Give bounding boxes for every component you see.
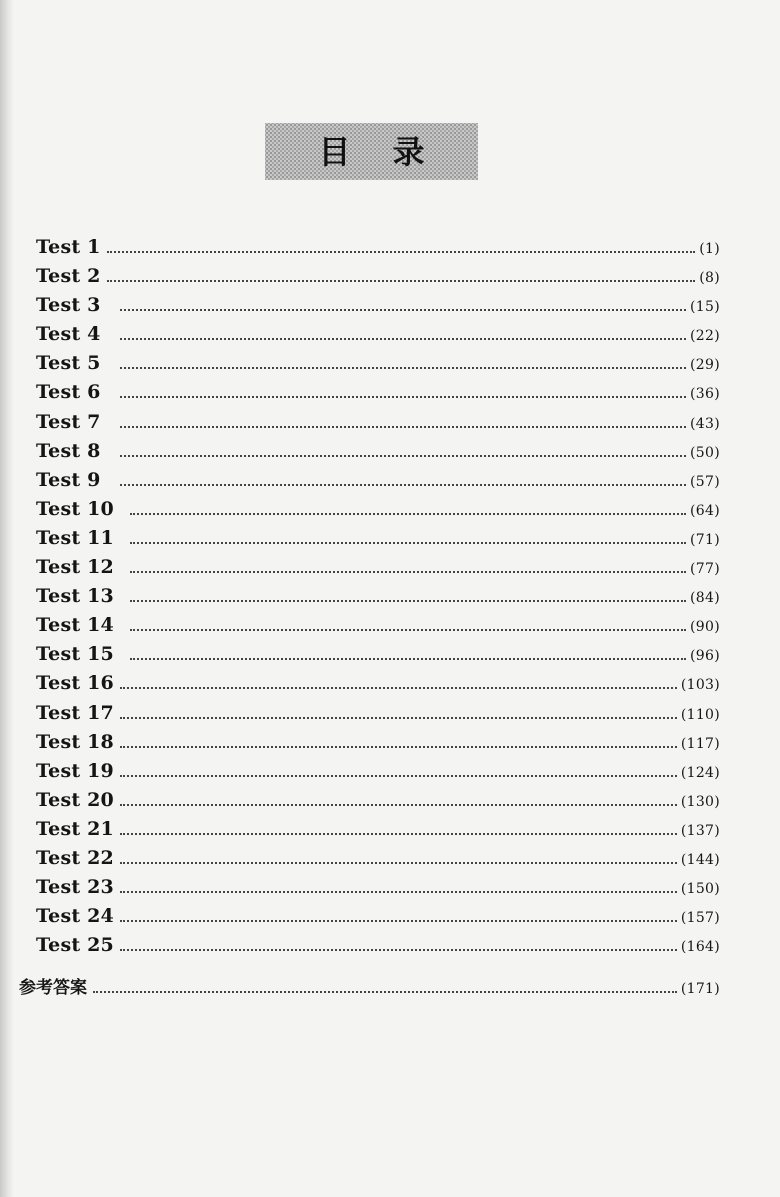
dot-leader xyxy=(120,832,677,835)
dot-leader xyxy=(130,599,686,602)
toc-entry-page: (110) xyxy=(680,706,720,723)
toc-title-char-1: 目 xyxy=(318,132,351,171)
toc-title-box xyxy=(265,123,478,180)
toc-entry-page: (150) xyxy=(680,881,720,898)
dot-leader xyxy=(120,454,686,457)
toc-entry[interactable] xyxy=(36,553,720,582)
toc-entry-page: (96) xyxy=(690,648,720,665)
toc-entry-label: Test 1 xyxy=(36,236,101,258)
toc-entry-label: Test 6 xyxy=(36,381,101,404)
toc-entry-label: Test 23 xyxy=(36,876,114,899)
dot-leader xyxy=(120,745,677,748)
toc-entry-page: (8) xyxy=(699,270,720,287)
toc-entry-label: Test 25 xyxy=(36,934,114,957)
toc-entry-label: Test 9 xyxy=(36,468,101,491)
toc-entry[interactable] xyxy=(36,320,720,349)
toc-entry-page: (50) xyxy=(690,444,720,461)
toc-entry-page: (144) xyxy=(680,851,720,868)
toc-entry-page: (57) xyxy=(690,473,720,490)
toc-entry[interactable] xyxy=(36,611,720,640)
dot-leader xyxy=(120,919,677,922)
toc-entry-label: Test 16 xyxy=(36,672,114,695)
toc-entry[interactable] xyxy=(36,437,720,466)
dot-leader xyxy=(107,279,696,282)
toc-entry-page: (1) xyxy=(699,241,720,257)
dot-leader xyxy=(120,425,686,428)
toc-entry[interactable] xyxy=(36,262,720,291)
dot-leader xyxy=(120,395,686,398)
dot-leader xyxy=(120,483,686,486)
toc-entry-label: Test 14 xyxy=(36,614,114,637)
toc-entry-label: Test 7 xyxy=(36,410,101,433)
toc-entry[interactable] xyxy=(36,640,720,669)
toc-list xyxy=(36,233,720,960)
toc-entry-label: Test 20 xyxy=(36,788,114,811)
dot-leader xyxy=(120,337,686,340)
dot-leader xyxy=(120,774,677,777)
toc-entry-label: Test 5 xyxy=(36,352,101,375)
toc-entry-page: (137) xyxy=(680,822,720,839)
toc-entry-page: (64) xyxy=(690,502,720,519)
toc-entry[interactable] xyxy=(36,669,720,698)
toc-entry-label: Test 18 xyxy=(36,730,114,753)
toc-entry-page: (15) xyxy=(690,299,720,316)
toc-entry-page: (157) xyxy=(680,910,720,927)
toc-entry-page: (103) xyxy=(680,677,720,694)
toc-entry[interactable] xyxy=(36,844,720,873)
toc-entry[interactable] xyxy=(36,728,720,757)
toc-entry-label: Test 8 xyxy=(36,439,101,462)
toc-entry-label: Test 3 xyxy=(36,294,101,317)
toc-entry[interactable] xyxy=(36,524,720,553)
dot-leader xyxy=(93,990,677,993)
toc-entry[interactable] xyxy=(36,408,720,437)
toc-entry-page: (117) xyxy=(680,735,720,752)
toc-entry-label: Test 12 xyxy=(36,556,114,579)
toc-entry-label: Test 2 xyxy=(36,265,101,288)
toc-entry[interactable] xyxy=(36,495,720,524)
toc-entry[interactable] xyxy=(36,873,720,902)
toc-entry-page: (130) xyxy=(680,793,720,810)
toc-entry[interactable] xyxy=(36,757,720,786)
toc-entry-page: (43) xyxy=(690,415,720,432)
toc-title-char-2: 录 xyxy=(392,132,425,171)
toc-entry-page: (22) xyxy=(690,328,720,345)
answers-label: 参考答案 xyxy=(19,978,87,998)
toc-entry-page: (124) xyxy=(680,764,720,781)
dot-leader xyxy=(130,570,686,573)
toc-entry-page: (77) xyxy=(690,561,720,578)
dot-leader xyxy=(120,861,677,864)
toc-entry-page: (36) xyxy=(690,386,720,403)
toc-entry-label: Test 24 xyxy=(36,905,114,928)
toc-entry-label: Test 4 xyxy=(36,323,101,346)
toc-entry-label: Test 22 xyxy=(36,846,114,869)
toc-entry[interactable] xyxy=(36,699,720,728)
page-gutter-shadow xyxy=(0,0,14,1197)
dot-leader xyxy=(120,686,677,689)
toc-entry-label: Test 13 xyxy=(36,585,114,608)
toc-entry-page: (29) xyxy=(690,357,720,374)
toc-entry-page: (90) xyxy=(690,619,720,636)
dot-leader xyxy=(120,890,677,893)
dot-leader xyxy=(120,716,677,719)
toc-entry[interactable] xyxy=(36,931,720,960)
toc-entry[interactable] xyxy=(36,582,720,611)
toc-entry[interactable] xyxy=(36,233,720,262)
toc-entry-page: (164) xyxy=(680,939,720,956)
toc-entry-label: Test 11 xyxy=(36,526,114,549)
dot-leader xyxy=(120,803,677,806)
toc-entry-label: Test 19 xyxy=(36,759,114,782)
dot-leader xyxy=(130,512,686,515)
answers-page: (171) xyxy=(680,981,720,997)
toc-entry-label: Test 21 xyxy=(36,817,114,840)
dot-leader xyxy=(130,541,686,544)
dot-leader xyxy=(107,250,696,253)
dot-leader xyxy=(130,657,686,660)
dot-leader xyxy=(120,948,677,951)
toc-entry[interactable] xyxy=(36,378,720,407)
toc-entry-page: (84) xyxy=(690,590,720,607)
toc-entry[interactable] xyxy=(36,786,720,815)
toc-entry-label: Test 17 xyxy=(36,701,114,724)
toc-entry-answers[interactable] xyxy=(19,974,720,1003)
toc-entry[interactable] xyxy=(36,902,720,931)
toc-entry-label: Test 10 xyxy=(36,497,114,520)
toc-entry[interactable] xyxy=(36,466,720,495)
toc-entry[interactable] xyxy=(36,349,720,378)
toc-entry-label: Test 15 xyxy=(36,643,114,666)
toc-entry[interactable] xyxy=(36,815,720,844)
dot-leader xyxy=(120,366,686,369)
toc-entry[interactable] xyxy=(36,291,720,320)
toc-entry-page: (71) xyxy=(690,531,720,548)
dot-leader xyxy=(130,628,686,631)
dot-leader xyxy=(120,308,686,311)
